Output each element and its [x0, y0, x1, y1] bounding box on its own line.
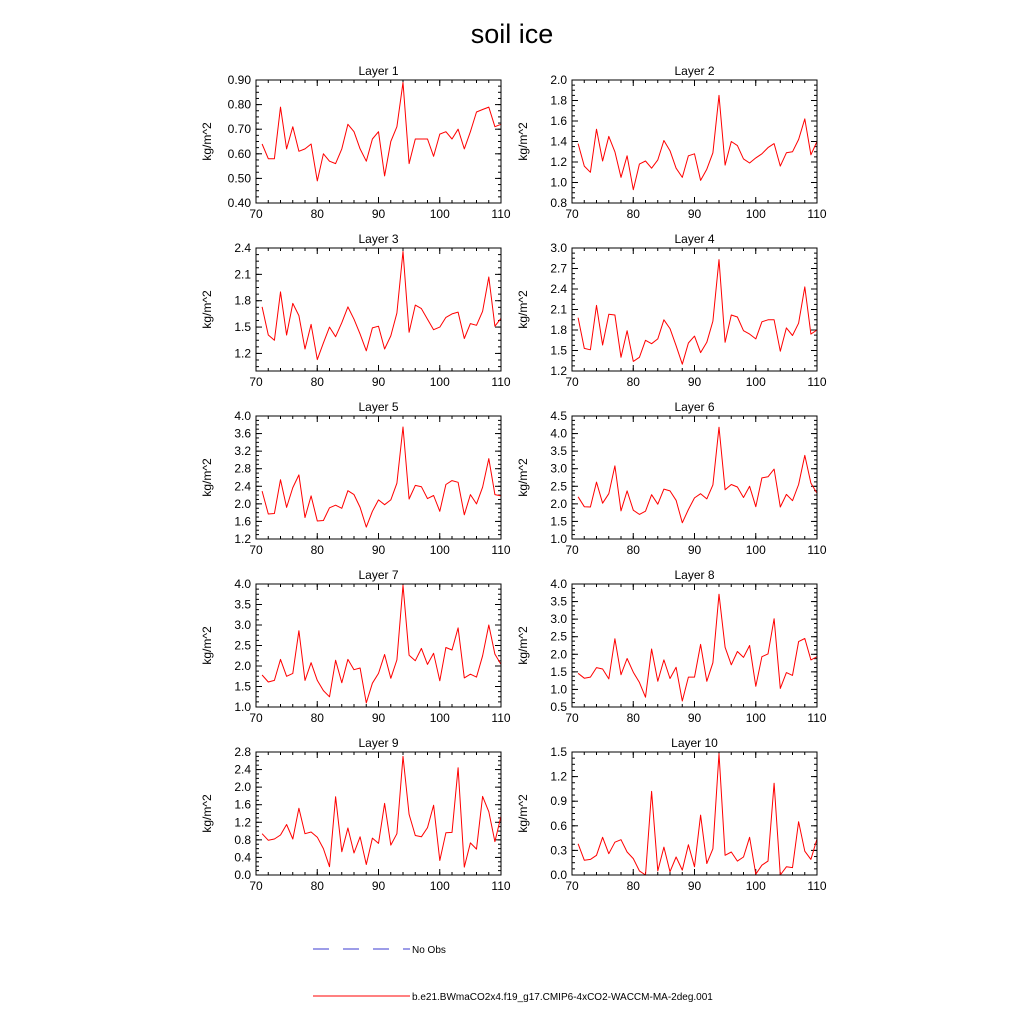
layer-2-y-tick-label: 1.2: [550, 155, 567, 169]
layer-8-x-tick-label: 90: [687, 711, 702, 725]
layer-8-y-tick-label: 1.5: [550, 664, 567, 679]
layer-10-x-tick-label: 100: [745, 879, 766, 893]
layer-2-x-tick-label: 80: [626, 207, 640, 221]
layer-6-y-tick-label: 1.5: [550, 514, 567, 529]
layer-9-y-tick-label: 0.0: [234, 868, 251, 882]
layer-1-y-tick-label: 0.80: [227, 97, 251, 112]
layer-9-y-tick-label: 0.4: [234, 850, 251, 865]
layer-1-y-tick-label: 0.90: [227, 73, 251, 87]
layer-7-ylabel: kg/m^2: [200, 626, 214, 665]
layer-3-frame: [256, 248, 501, 371]
layer-5-x-tick-label: 80: [310, 543, 324, 557]
layer-2-y-tick-label: 1.4: [550, 134, 567, 149]
layer-7-x-tick-label: 110: [491, 711, 511, 725]
layer-8-y-tick-label: 1.0: [550, 682, 567, 697]
layer-6-x-tick-label: 80: [626, 543, 640, 557]
layer-4-x-tick-label: 80: [626, 375, 640, 389]
layer-8-x-tick-label: 110: [807, 711, 827, 725]
layer-1-y-tick-label: 0.60: [227, 146, 251, 161]
layer-2-y-tick-label: 1.0: [550, 175, 567, 190]
layer-9-y-tick-label: 2.4: [234, 762, 251, 777]
layer-9-y-tick-label: 2.0: [234, 780, 251, 795]
layer-1-y-tick-label: 0.40: [227, 196, 251, 210]
layer-9-x-tick-label: 100: [429, 879, 450, 893]
layer-6-x-tick-label: 100: [745, 543, 766, 557]
layer-6-frame: [572, 416, 817, 539]
layer-8-y-tick-label: 3.5: [550, 594, 567, 609]
layer-9-y-tick-label: 1.2: [234, 815, 251, 830]
layer-10-y-tick-label: 0.9: [550, 794, 567, 809]
layer-10-y-tick-label: 0.3: [550, 843, 567, 858]
layer-10-x-tick-label: 80: [626, 879, 640, 893]
legend: [313, 945, 713, 1003]
layer-7-y-tick-label: 1.5: [234, 679, 251, 694]
layer-4-y-tick-label: 2.7: [550, 261, 567, 276]
layer-6-x-tick-label: 70: [565, 543, 579, 557]
layer-4-series-line: [578, 260, 817, 365]
layer-3-y-tick-label: 1.5: [234, 320, 251, 335]
layer-5-y-tick-label: 3.6: [234, 426, 251, 441]
layer-3-x-tick-label: 70: [249, 375, 263, 389]
layer-10-ylabel: kg/m^2: [516, 794, 530, 833]
layer-5-frame: [256, 416, 501, 539]
layer-9-frame: [256, 752, 501, 875]
layer-8-x-tick-label: 70: [565, 711, 579, 725]
legend-label-no-obs: No Obs: [412, 945, 446, 956]
panel-layer-9: [200, 736, 511, 893]
layer-9-ylabel: kg/m^2: [200, 794, 214, 833]
panel-layer-8: [516, 568, 827, 725]
layer-10-y-tick-label: 1.2: [550, 769, 567, 784]
layer-8-y-tick-label: 4.0: [550, 577, 567, 591]
layer-4-x-tick-label: 100: [745, 375, 766, 389]
layer-7-x-tick-label: 70: [249, 711, 263, 725]
layer-4-y-tick-label: 1.2: [550, 364, 567, 378]
layer-8-title: Layer 8: [674, 568, 715, 582]
layer-6-title: Layer 6: [674, 400, 715, 414]
layer-6-x-tick-label: 90: [687, 543, 702, 557]
layer-2-x-tick-label: 90: [687, 207, 702, 221]
layer-7-y-tick-label: 3.0: [234, 618, 251, 632]
layer-7-y-tick-label: 1.0: [234, 700, 251, 714]
layer-2-series-line: [578, 95, 817, 189]
layer-1-x-tick-label: 90: [371, 207, 386, 221]
layer-5-title: Layer 5: [358, 400, 399, 414]
layer-7-y-tick-label: 2.0: [234, 659, 251, 673]
layer-5-y-tick-label: 2.8: [234, 461, 251, 476]
layer-6-y-tick-label: 2.0: [550, 496, 567, 511]
layer-4-y-tick-label: 2.4: [550, 282, 567, 296]
layer-5-series-line: [262, 427, 501, 527]
layer-6-y-tick-label: 4.5: [550, 409, 567, 423]
layer-5-y-tick-label: 1.6: [234, 514, 251, 529]
layer-3-x-tick-label: 80: [310, 375, 324, 389]
layer-8-x-tick-label: 80: [626, 711, 640, 725]
layer-9-y-tick-label: 1.6: [234, 797, 251, 812]
layer-7-x-tick-label: 100: [429, 711, 450, 725]
layer-6-x-tick-label: 110: [807, 543, 827, 557]
layer-7-title: Layer 7: [358, 568, 399, 582]
layer-3-x-tick-label: 110: [491, 375, 511, 389]
layer-6-y-tick-label: 3.0: [550, 461, 567, 476]
layer-9-y-tick-label: 0.8: [234, 832, 251, 847]
layer-2-y-tick-label: 2.0: [550, 73, 567, 87]
layer-4-title: Layer 4: [674, 232, 715, 246]
layer-6-y-tick-label: 2.5: [550, 479, 567, 494]
layer-4-y-tick-label: 3.0: [550, 241, 567, 255]
layer-8-ylabel: kg/m^2: [516, 626, 530, 665]
layer-1-x-tick-label: 70: [249, 207, 263, 221]
layer-9-x-tick-label: 80: [310, 879, 324, 893]
layer-8-y-tick-label: 2.0: [550, 647, 567, 662]
layer-2-x-tick-label: 110: [807, 207, 827, 221]
layer-7-series-line: [262, 585, 501, 703]
panel-layer-1: [200, 64, 511, 221]
layer-4-ylabel: kg/m^2: [516, 290, 530, 329]
layer-5-x-tick-label: 70: [249, 543, 263, 557]
layer-10-y-tick-label: 1.5: [550, 745, 567, 759]
layer-10-x-tick-label: 90: [687, 879, 702, 893]
legend-label-model-run: b.e21.BWmaCO2x4.f19_g17.CMIP6-4xCO2-WACCM-MA-2deg.001: [412, 992, 713, 1003]
layer-3-y-tick-label: 2.1: [234, 267, 251, 282]
layer-3-series-line: [262, 252, 501, 360]
legend-entry-no-obs: [313, 945, 446, 956]
layer-6-ylabel: kg/m^2: [516, 458, 530, 497]
layer-5-y-tick-label: 2.0: [234, 496, 251, 511]
layer-2-x-tick-label: 100: [745, 207, 766, 221]
panel-layer-2: [516, 64, 827, 221]
layer-3-y-tick-label: 2.4: [234, 241, 251, 255]
panel-layer-10: [516, 736, 827, 893]
panel-layer-7: [200, 568, 511, 725]
layer-10-title: Layer 10: [671, 736, 718, 750]
layer-4-frame: [572, 248, 817, 371]
layer-5-y-tick-label: 3.2: [234, 444, 251, 459]
layer-5-x-tick-label: 90: [371, 543, 386, 557]
layer-10-x-tick-label: 70: [565, 879, 579, 893]
layer-9-x-tick-label: 90: [371, 879, 386, 893]
layer-9-series-line: [262, 756, 501, 867]
layer-10-x-tick-label: 110: [807, 879, 827, 893]
layer-5-ylabel: kg/m^2: [200, 458, 214, 497]
layer-5-y-tick-label: 4.0: [234, 409, 251, 423]
layer-4-x-tick-label: 70: [565, 375, 579, 389]
layer-3-y-tick-label: 1.8: [234, 293, 251, 308]
layer-2-title: Layer 2: [674, 64, 715, 78]
panel-layer-3: [200, 232, 511, 389]
layer-10-y-tick-label: 0.6: [550, 818, 567, 833]
layer-1-title: Layer 1: [358, 64, 399, 78]
layer-1-frame: [256, 80, 501, 203]
layer-3-title: Layer 3: [358, 232, 399, 246]
layer-4-y-tick-label: 1.5: [550, 343, 567, 358]
layer-7-y-tick-label: 4.0: [234, 577, 251, 591]
layer-7-y-tick-label: 2.5: [234, 638, 251, 653]
panel-layer-6: [516, 400, 827, 557]
layer-7-x-tick-label: 80: [310, 711, 324, 725]
layer-2-frame: [572, 80, 817, 203]
layer-4-x-tick-label: 90: [687, 375, 702, 389]
layer-1-series-line: [262, 83, 501, 181]
layer-9-y-tick-label: 2.8: [234, 745, 251, 759]
layer-8-series-line: [578, 594, 817, 701]
layer-6-series-line: [578, 427, 817, 523]
layer-6-y-tick-label: 4.0: [550, 426, 567, 441]
legend-entry-model-run: [313, 992, 713, 1003]
layer-1-x-tick-label: 80: [310, 207, 324, 221]
layer-8-y-tick-label: 0.5: [550, 700, 567, 714]
layer-1-y-tick-label: 0.50: [227, 171, 251, 186]
layer-5-y-tick-label: 2.4: [234, 479, 251, 494]
layer-10-frame: [572, 752, 817, 875]
panel-layer-4: [516, 232, 827, 389]
layer-3-x-tick-label: 100: [429, 375, 450, 389]
layer-2-y-tick-label: 1.8: [550, 93, 567, 108]
layer-4-y-tick-label: 1.8: [550, 323, 567, 337]
layer-10-series-line: [578, 754, 817, 875]
layer-2-y-tick-label: 1.6: [550, 114, 567, 128]
layer-2-y-tick-label: 0.8: [550, 196, 567, 210]
layer-7-frame: [256, 584, 501, 707]
layer-5-x-tick-label: 110: [491, 543, 511, 557]
layer-6-y-tick-label: 1.0: [550, 532, 567, 546]
layer-3-x-tick-label: 90: [371, 375, 386, 389]
layer-2-x-tick-label: 70: [565, 207, 579, 221]
layer-9-x-tick-label: 110: [491, 879, 511, 893]
layer-10-y-tick-label: 0.0: [550, 868, 567, 882]
panel-layer-5: [200, 400, 511, 557]
layer-8-y-tick-label: 3.0: [550, 612, 567, 627]
layer-3-y-tick-label: 1.2: [234, 346, 251, 361]
layer-1-x-tick-label: 100: [429, 207, 450, 221]
layer-9-title: Layer 9: [358, 736, 399, 750]
layer-5-y-tick-label: 1.2: [234, 532, 251, 546]
layer-6-y-tick-label: 3.5: [550, 444, 567, 459]
layer-8-x-tick-label: 100: [745, 711, 766, 725]
layer-1-y-tick-label: 0.70: [227, 122, 251, 137]
layer-4-x-tick-label: 110: [807, 375, 827, 389]
panel-grid: [200, 64, 827, 893]
layer-4-y-tick-label: 2.1: [550, 302, 567, 317]
layer-2-ylabel: kg/m^2: [516, 122, 530, 161]
layer-3-ylabel: kg/m^2: [200, 290, 214, 329]
layer-1-x-tick-label: 110: [491, 207, 511, 221]
layer-8-y-tick-label: 2.5: [550, 629, 567, 644]
figure-title: soil ice: [470, 19, 554, 49]
layer-5-x-tick-label: 100: [429, 543, 450, 557]
layer-1-ylabel: kg/m^2: [200, 122, 214, 161]
layer-7-x-tick-label: 90: [371, 711, 386, 725]
layer-9-x-tick-label: 70: [249, 879, 263, 893]
layer-7-y-tick-label: 3.5: [234, 597, 251, 612]
